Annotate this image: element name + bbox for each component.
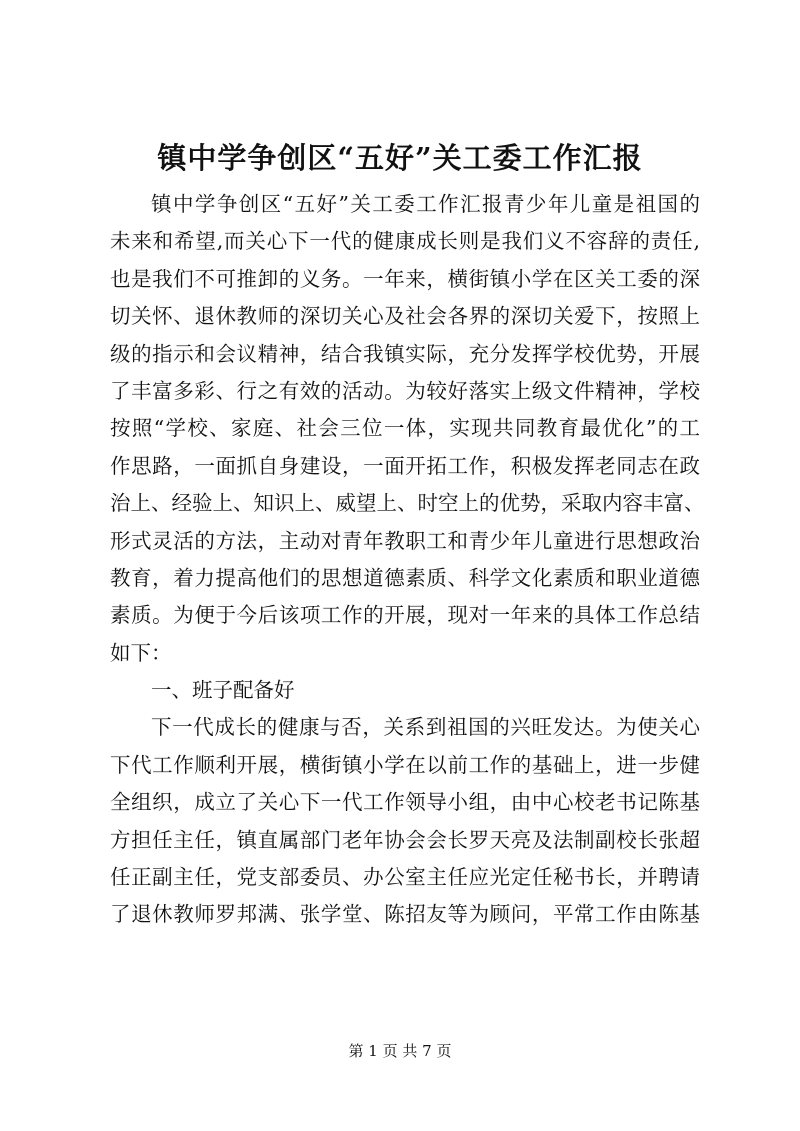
body-line-5: 级的指示和会议精神，结合我镇实际，充分发挥学校优势，开展 xyxy=(110,341,700,366)
body-line-17: 全组织，成立了关心下一代工作领导小组，由中心校老书记陈基 xyxy=(110,790,700,815)
document-body xyxy=(110,186,705,934)
body-line-12: 素质。为便于今后该项工作的开展，现对一年来的具体工作总结 xyxy=(110,603,700,628)
body-line-20: 了退休教师罗邦满、张学堂、陈招友等为顾问，平常工作由陈基 xyxy=(110,902,700,927)
body-line-13: 如下： xyxy=(110,640,172,665)
body-line-15: 下一代成长的健康与否，关系到祖国的兴旺发达。为使关心 xyxy=(151,715,700,740)
body-line-19: 任正副主任，党支部委员、办公室主任应光定任秘书长，并聘请 xyxy=(110,865,700,890)
body-line-10: 形式灵活的方法，主动对青年教职工和青少年儿童进行思想政治 xyxy=(110,528,700,553)
body-line-11: 教育，着力提高他们的思想道德素质、科学文化素质和职业道德 xyxy=(110,565,700,590)
document-title: 镇中学争创区“五好”关工委工作汇报 xyxy=(157,141,643,175)
body-line-18: 方担任主任，镇直属部门老年协会会长罗天亮及法制副校长张超 xyxy=(110,827,700,852)
body-line-7: 按照“学校、家庭、社会三位一体，实现共同教育最优化”的工 xyxy=(110,416,700,441)
body-line-16: 下代工作顺利开展，横街镇小学在以前工作的基础上，进一步健 xyxy=(110,752,700,777)
body-line-3: 也是我们不可推卸的义务。一年来，横街镇小学在区关工委的深 xyxy=(110,266,700,291)
body-line-8: 作思路，一面抓自身建设，一面开拓工作，积极发挥老同志在政 xyxy=(110,453,700,478)
body-line-1: 镇中学争创区“五好”关工委工作汇报青少年儿童是祖国的 xyxy=(151,192,700,216)
body-line-6: 了丰富多彩、行之有效的活动。为较好落实上级文件精神，学校 xyxy=(110,378,700,403)
body-line-9: 治上、经验上、知识上、威望上、时空上的优势，采取内容丰富、 xyxy=(110,491,705,516)
section-heading: 一、班子配备好 xyxy=(151,678,295,703)
body-line-2: 未来和希望,而关心下一代的健康成长则是我们义不容辞的责任, xyxy=(110,229,700,254)
body-line-4: 切关怀、退休教师的深切关心及社会各界的深切关爱下，按照上 xyxy=(110,304,700,329)
page-footer: 第 1 页 共 7 页 xyxy=(348,1042,452,1060)
